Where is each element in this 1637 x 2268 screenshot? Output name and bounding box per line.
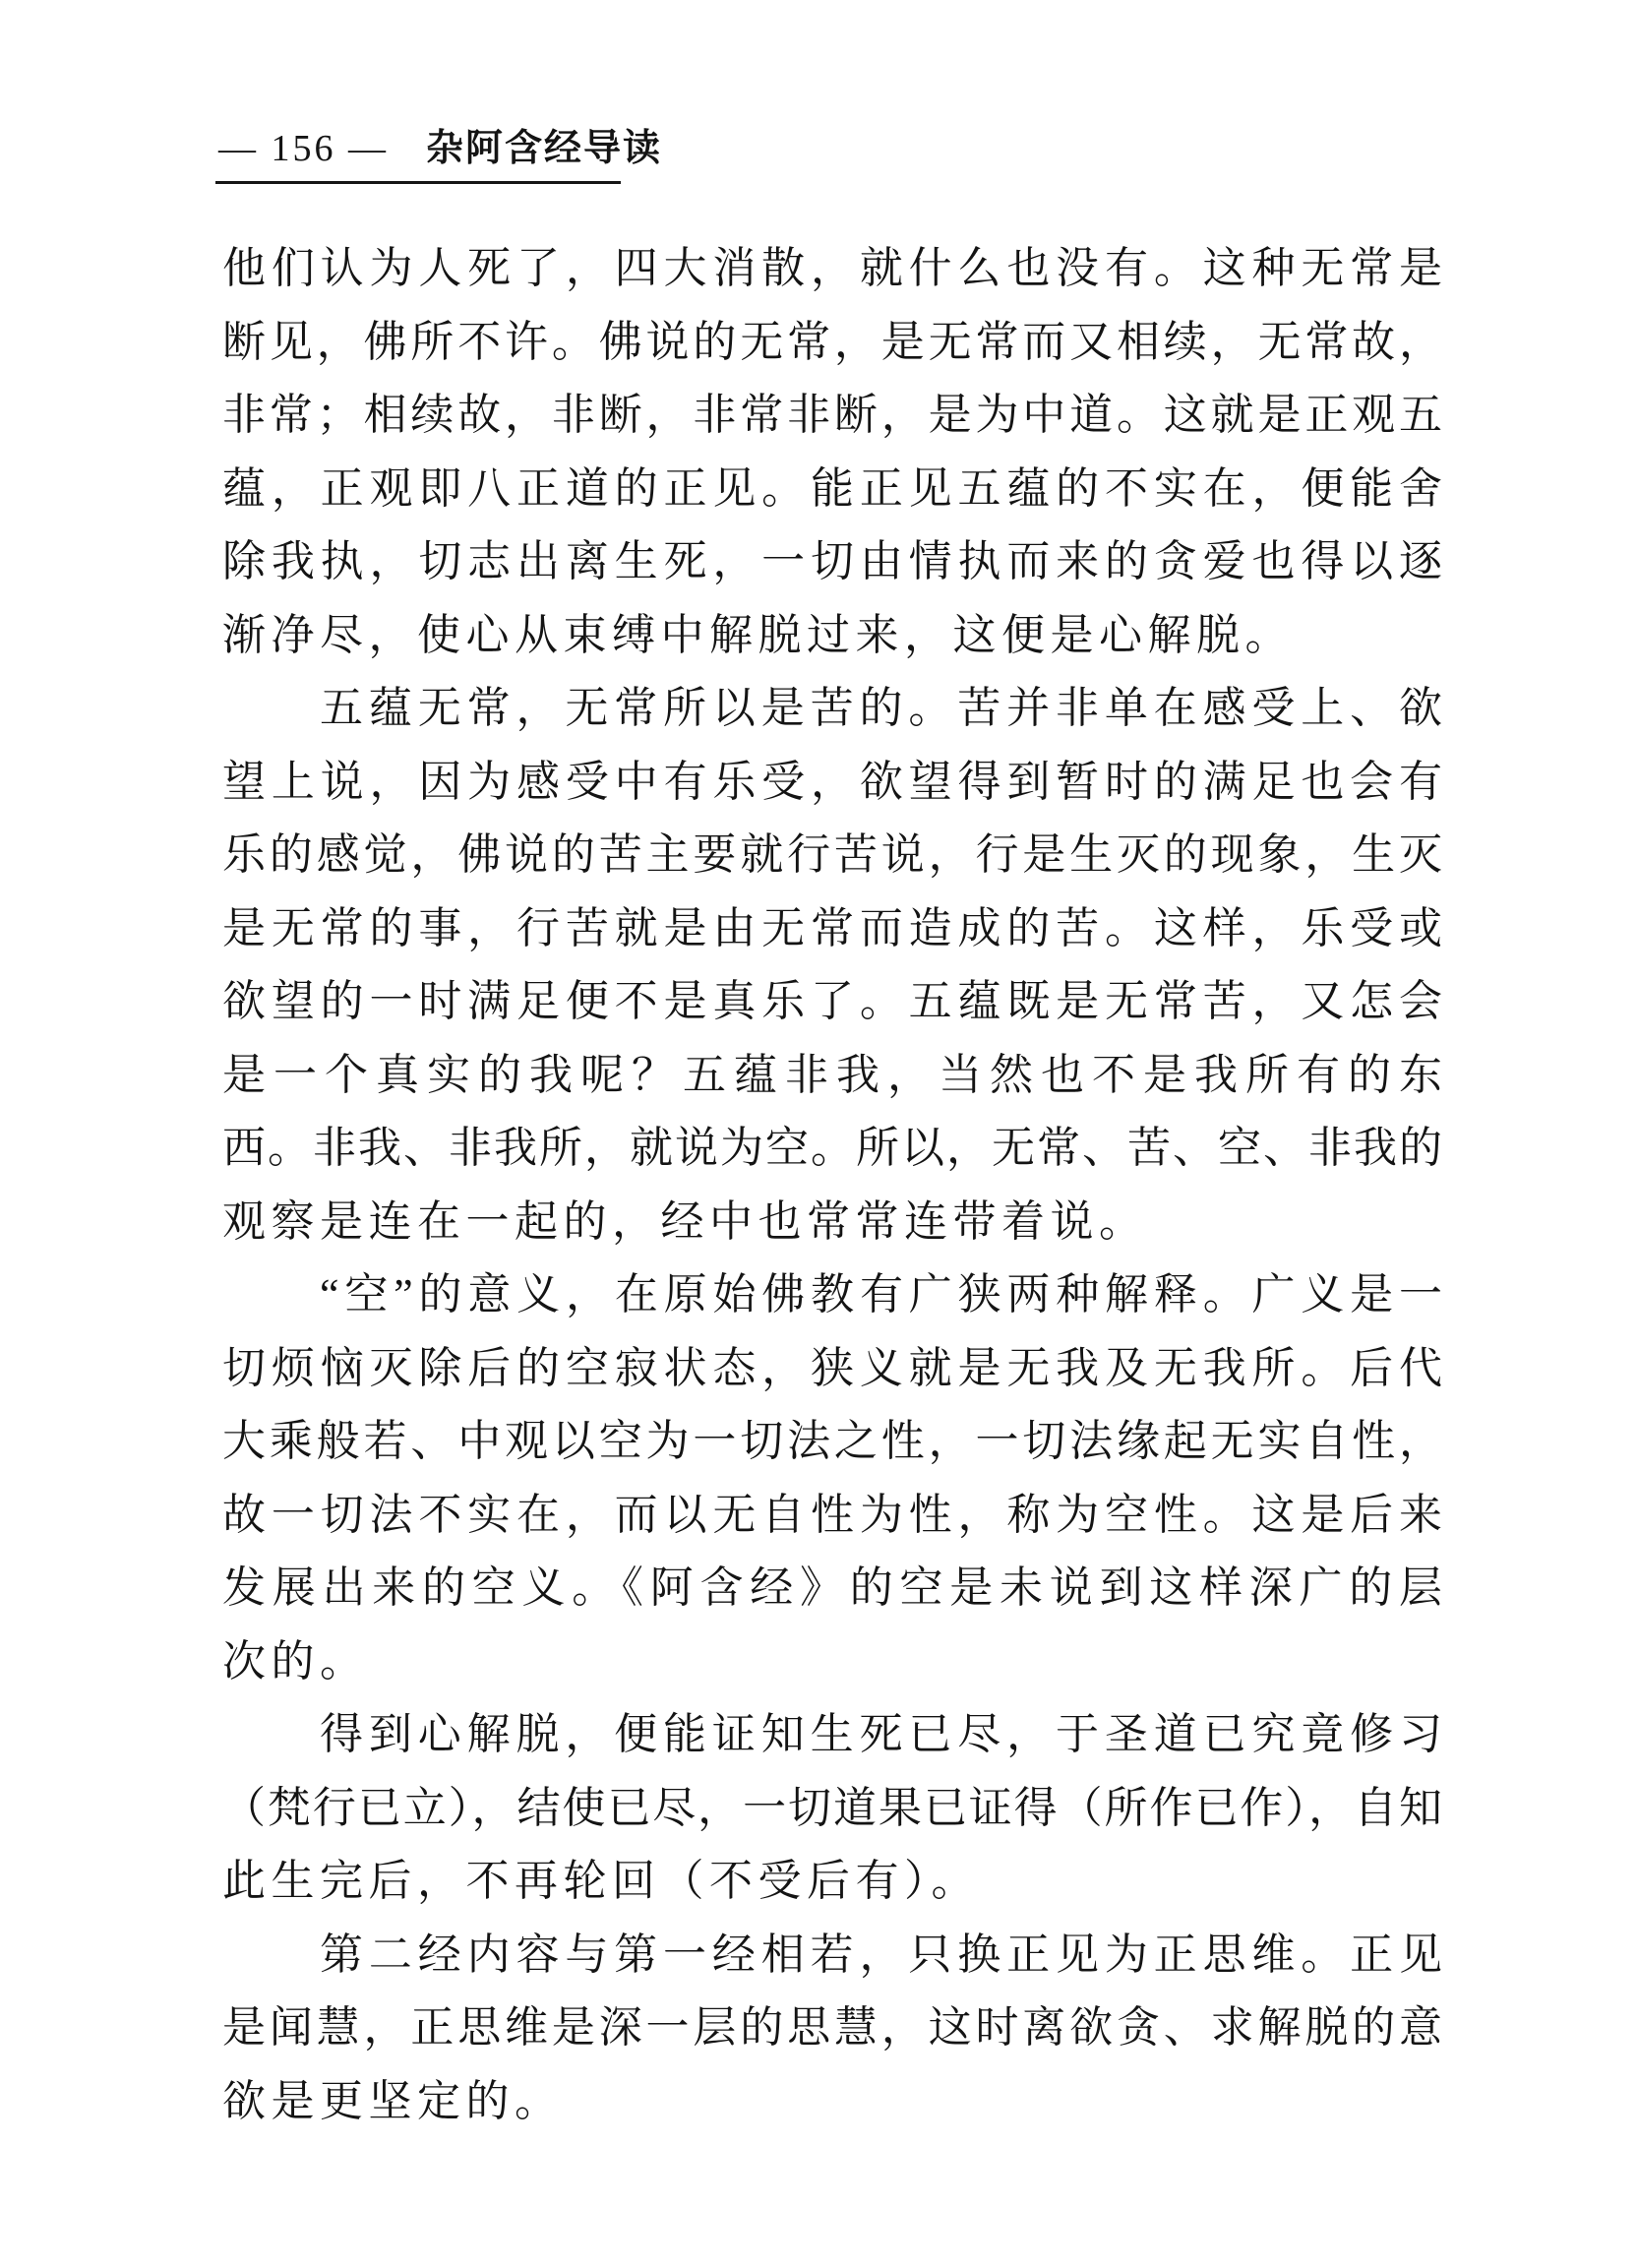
text-line: 西。非我、非我所，就说为空。所以，无常、苦、空、非我的 <box>222 1124 1442 1172</box>
page-body <box>222 232 1442 2138</box>
text-line: 乐的感觉，佛说的苦主要就行苦说，行是生灭的现象，生灭 <box>222 830 1442 879</box>
text-line: 蕴，正观即八正道的正见。能正见五蕴的不实在，便能舍 <box>222 463 1442 513</box>
book-title: 杂阿含经导读 <box>426 128 663 169</box>
running-header <box>218 126 662 171</box>
text-line: （梵行已立），结使已尽，一切道果已证得（所作已作），自知 <box>222 1783 1442 1832</box>
text-line: 此生完后，不再轮回（不受后有）。 <box>222 1857 980 1905</box>
paragraph <box>222 232 1442 672</box>
text-line: 除我执，切志出离生死，一切由情执而来的贪爱也得以逐 <box>222 537 1442 585</box>
text-line: 发展出来的空义。《阿含经》的空是未说到这样深广的层 <box>222 1563 1442 1612</box>
text-line: 第二经内容与第一经相若，只换正见为正思维。正见 <box>320 1930 1442 1979</box>
text-line: 渐净尽，使心从束缚中解脱过来，这便是心解脱。 <box>222 610 1294 659</box>
text-line: 望上说，因为感受中有乐受，欲望得到暂时的满足也会有 <box>222 757 1442 806</box>
text-line: 欲是更坚定的。 <box>222 2076 564 2125</box>
text-line: 断见，佛所不许。佛说的无常，是无常而又相续，无常故， <box>222 317 1442 366</box>
page-number: — 156 — <box>218 128 389 169</box>
text-line: 非常；相续故，非断，非常非断，是为中道。这就是正观五 <box>222 391 1442 439</box>
text-line: 故一切法不实在，而以无自性为性，称为空性。这是后来 <box>222 1490 1442 1539</box>
text-line: 大乘般若、中观以空为一切法之性，一切法缘起无实自性， <box>222 1417 1442 1465</box>
text-line: 次的。 <box>222 1636 369 1686</box>
text-line: 是闻慧，正思维是深一层的思慧，这时离欲贪、求解脱的意 <box>222 2003 1442 2052</box>
text-line: 欲望的一时满足便不是真乐了。五蕴既是无常苦，又怎会 <box>222 977 1442 1025</box>
text-line: 他们认为人死了，四大消散，就什么也没有。这种无常是 <box>222 244 1442 292</box>
paragraph <box>222 672 1442 1258</box>
text-line: 得到心解脱，便能证知生死已尽，于圣道已究竟修习 <box>320 1710 1442 1758</box>
text-line: “空”的意义，在原始佛教有广狭两种解释。广义是一 <box>320 1270 1442 1318</box>
paragraph <box>222 1919 1442 2139</box>
header-rule <box>215 181 621 184</box>
paragraph <box>222 1258 1442 1698</box>
paragraph <box>222 1698 1442 1919</box>
text-line: 观察是连在一起的，经中也常常连带着说。 <box>222 1196 1148 1246</box>
text-line: 是无常的事，行苦就是由无常而造成的苦。这样，乐受或 <box>222 903 1442 952</box>
text-line: 切烦恼灭除后的空寂状态，狭义就是无我及无我所。后代 <box>222 1343 1442 1392</box>
text-line: 五蕴无常，无常所以是苦的。苦并非单在感受上、欲 <box>320 684 1442 732</box>
text-line: 是一个真实的我呢？五蕴非我，当然也不是我所有的东 <box>222 1050 1442 1099</box>
